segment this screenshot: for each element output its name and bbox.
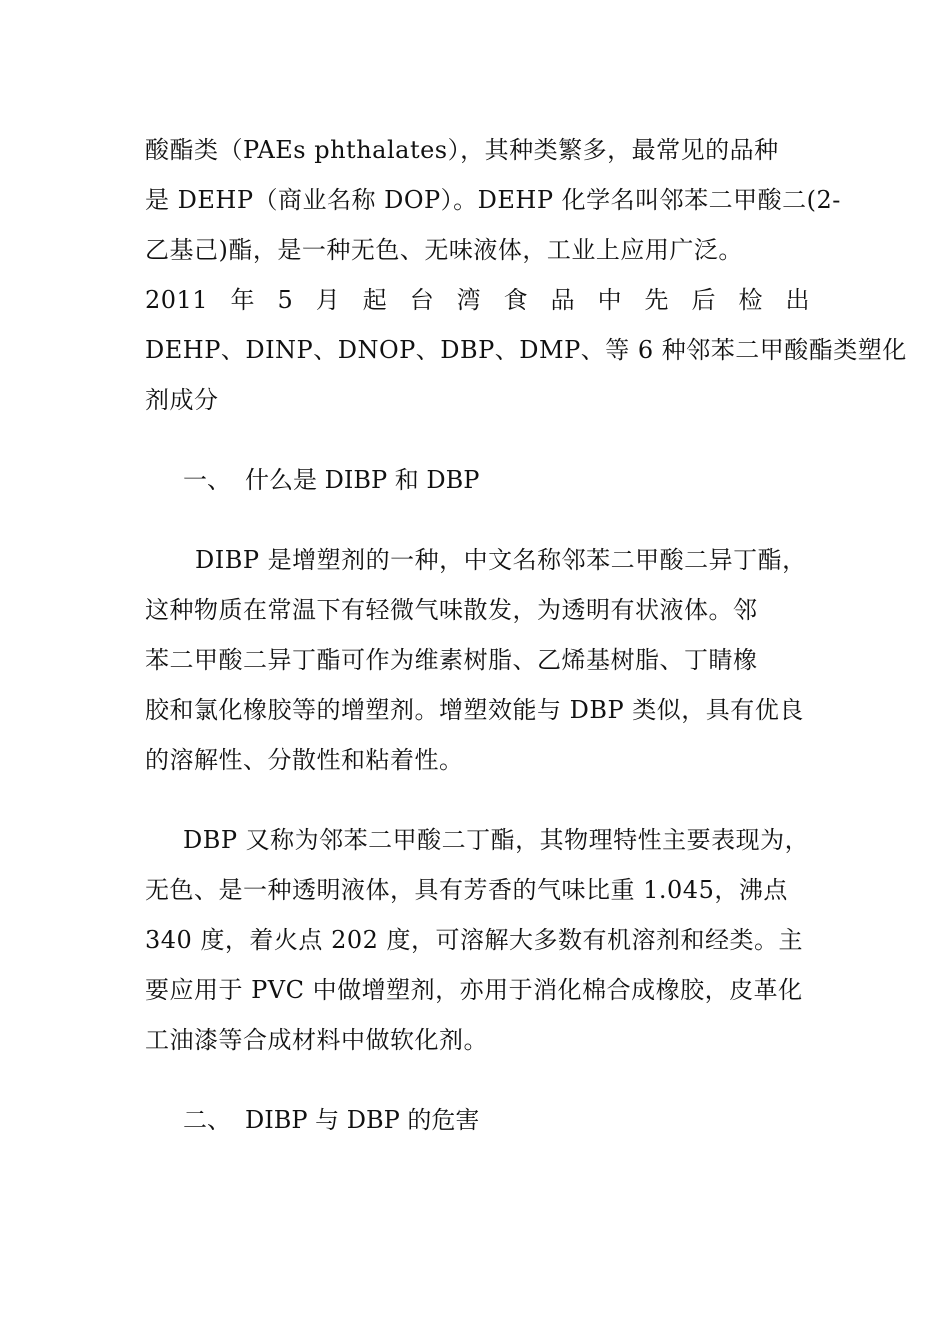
text-token: 湾 — [456, 286, 482, 314]
section-heading-2 — [183, 1095, 479, 1145]
text-line: 剂成分 — [145, 386, 219, 414]
text-line: DBP 又称为邻苯二甲酸二丁酯，其物理特性主要表现为， — [183, 826, 810, 854]
text-token: 2011 — [145, 286, 209, 314]
text-token: 5 — [277, 286, 294, 314]
text-token: 食 — [503, 286, 529, 314]
paragraph-dibp — [145, 535, 810, 785]
section-title: DIBP 与 DBP 的危害 — [245, 1106, 480, 1134]
text-token: 品 — [550, 286, 576, 314]
text-token: 台 — [409, 286, 435, 314]
text-line: 工油漆等合成材料中做软化剂。 — [145, 1026, 488, 1054]
text-token: 月 — [315, 286, 341, 314]
text-line: 是 DEHP（商业名称 DOP）。DEHP 化学名叫邻苯二甲酸二(2- — [145, 186, 841, 214]
text-line: 酸酯类（PAEs phthalates），其种类繁多，最常见的品种 — [145, 136, 779, 164]
text-line: 340 度，着火点 202 度，可溶解大多数有机溶剂和经类。主 — [145, 926, 804, 954]
text-line: 要应用于 PVC 中做增塑剂，亦用于消化棉合成橡胶，皮革化 — [145, 976, 803, 1004]
text-token: 起 — [362, 286, 388, 314]
text-line: 无色、是一种透明液体，具有芳香的气味比重 1.045，沸点 — [145, 876, 788, 904]
text-line: 苯二甲酸二异丁酯可作为维素树脂、乙烯基树脂、丁睛橡 — [145, 646, 758, 674]
section-title: 什么是 DIBP 和 DBP — [245, 466, 480, 494]
text-token: 先 — [644, 286, 670, 314]
justified-text-line — [145, 275, 810, 325]
text-line: 的溶解性、分散性和粘着性。 — [145, 746, 464, 774]
text-token: 出 — [785, 286, 810, 314]
text-line: 这种物质在常温下有轻微气味散发，为透明有状液体。邻 — [145, 596, 758, 624]
text-token: 检 — [738, 286, 763, 314]
paragraph-dbp — [145, 815, 810, 1065]
text-line: DEHP、DINP、DNOP、DBP、DMP、等 6 种邻苯二甲酸酯类塑化 — [145, 336, 907, 364]
text-token: 年 — [230, 286, 256, 314]
paragraph-intro — [145, 125, 907, 425]
text-line: 胶和氯化橡胶等的增塑剂。增塑效能与 DBP 类似，具有优良 — [145, 696, 804, 724]
section-number: 二、 — [183, 1106, 231, 1134]
text-token: 中 — [597, 286, 623, 314]
section-number: 一、 — [183, 466, 231, 494]
text-token: 后 — [691, 286, 717, 314]
text-line: DIBP 是增塑剂的一种，中文名称邻苯二甲酸二异丁酯， — [195, 546, 807, 574]
section-heading-1 — [183, 455, 479, 505]
text-line: 乙基己)酯，是一种无色、无味液体，工业上应用广泛。 — [145, 236, 743, 264]
